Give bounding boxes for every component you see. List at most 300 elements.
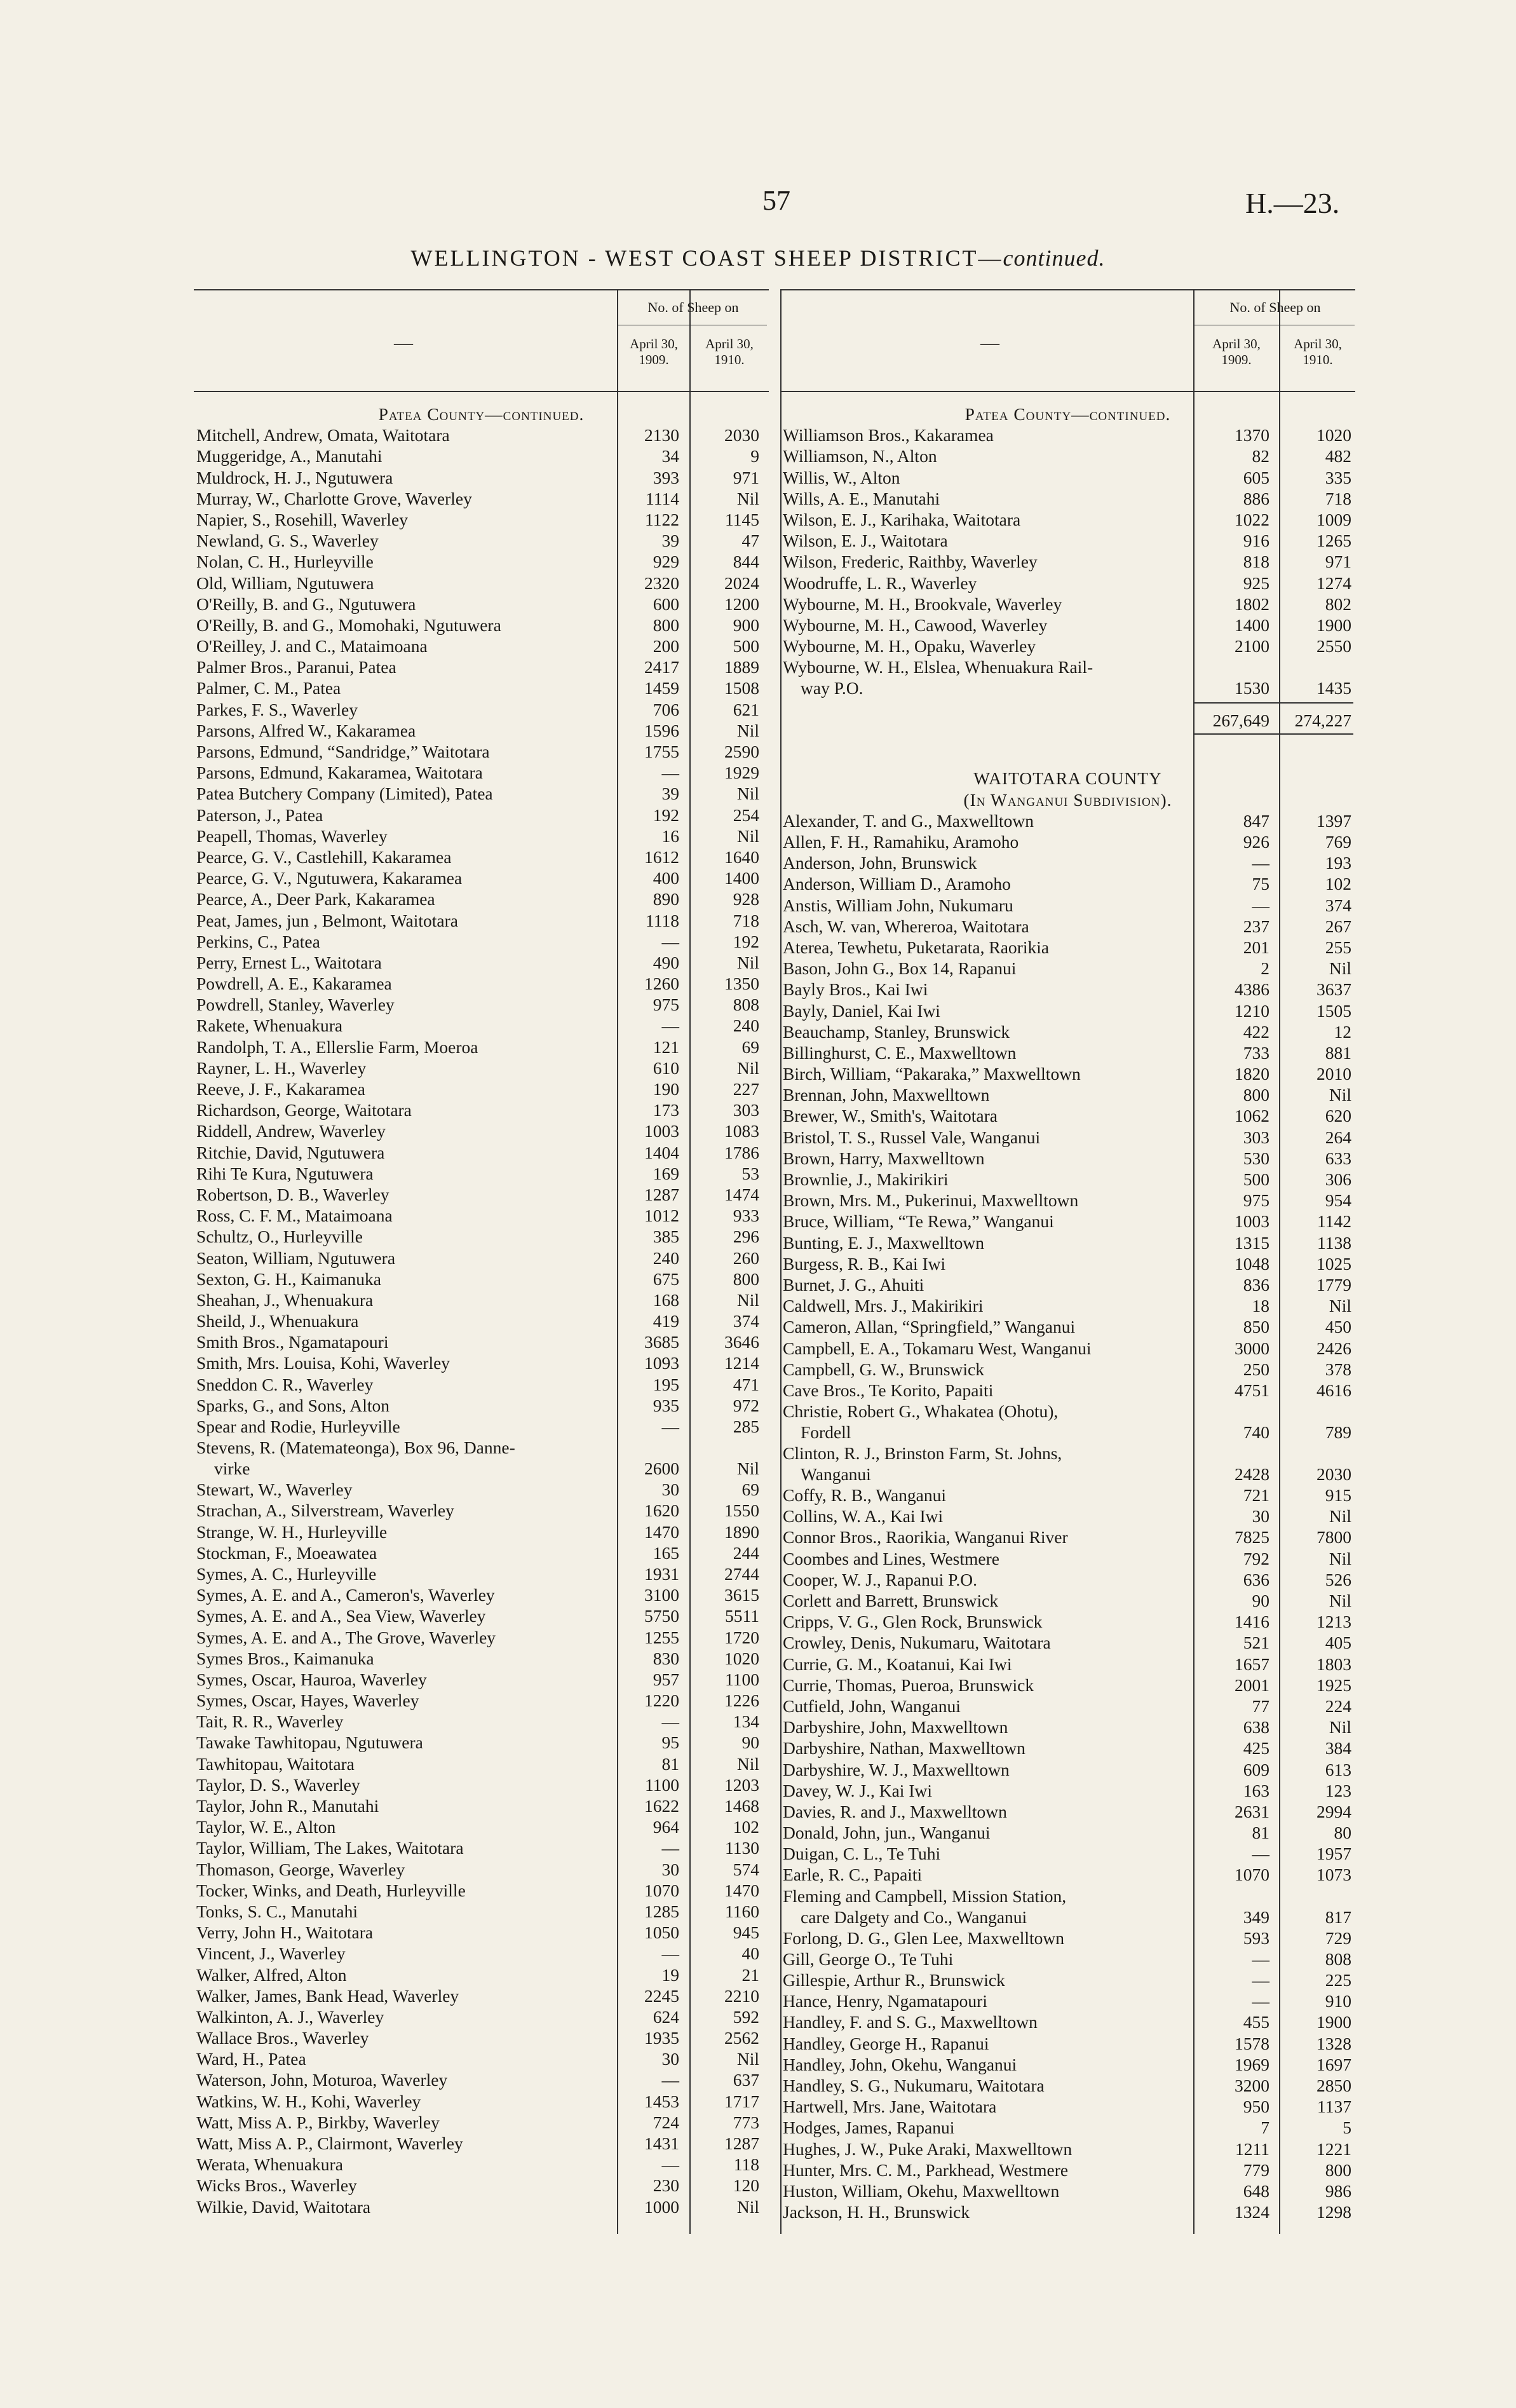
table-row <box>194 2091 769 2112</box>
sheep-1909: 886 <box>1243 488 1269 508</box>
sheep-1910: 1138 <box>1317 1232 1351 1253</box>
table-row <box>780 2033 1355 2054</box>
sheep-1909: 1596 <box>644 720 679 740</box>
holder-name <box>196 1352 450 1373</box>
sheep-1909: 163 <box>1243 1780 1269 1800</box>
table-row <box>780 1654 1355 1675</box>
sheep-1909: 1802 <box>1235 594 1269 614</box>
holder-name-text: Handley, S. G., Nukumaru, Waitotara <box>783 2075 1045 2095</box>
sheep-1910: 2562 <box>724 2028 759 2048</box>
holder-name <box>783 1105 998 1126</box>
total-rule-bottom <box>780 727 1355 735</box>
table-row <box>780 1042 1355 1063</box>
holder-name-text: Wybourne, W. H., Elslea, Whenuakura Rail- <box>783 657 1093 677</box>
table-row <box>194 1142 769 1163</box>
holder-name <box>196 1753 355 1774</box>
holder-name-text: Handley, George H., Rapanui <box>783 2033 989 2053</box>
holder-name-text: Wilson, E. J., Waitotara <box>783 531 948 551</box>
sheep-1910: 986 <box>1325 2180 1351 2201</box>
holder-name-continuation: care Dalgety and Co., Wanganui <box>801 1907 1027 1927</box>
holder-name-text: Jackson, H. H., Brunswick <box>783 2202 970 2222</box>
sheep-1909: 1122 <box>645 509 679 529</box>
table-row <box>194 1753 769 1774</box>
holder-name <box>783 2054 1017 2075</box>
table-row <box>780 1548 1355 1569</box>
table-row <box>780 916 1355 937</box>
table-row <box>194 2048 769 2069</box>
sheep-1910: 120 <box>733 2175 759 2196</box>
holder-name <box>196 1690 419 1711</box>
holder-name <box>783 2033 989 2054</box>
sheep-1910: 633 <box>1325 1148 1351 1168</box>
holder-name <box>196 1078 365 1099</box>
table-row <box>194 1985 769 2006</box>
sheep-1909: 721 <box>1243 1485 1269 1506</box>
holder-name <box>196 1985 459 2006</box>
table-row <box>194 1500 769 1521</box>
sheep-1909: 1755 <box>644 742 679 761</box>
sheep-1909: 2100 <box>1235 636 1269 656</box>
sheep-1909: 1324 <box>1235 2202 1269 2222</box>
sheep-1910: 773 <box>733 2112 759 2132</box>
table-row <box>780 1569 1355 1590</box>
sheep-1910: 335 <box>1325 467 1351 487</box>
sheep-1909: 455 <box>1243 2012 1269 2032</box>
sheep-1909: — <box>661 1711 679 1732</box>
sheep-1909: 593 <box>1243 1928 1269 1948</box>
holder-name-text: Allen, F. H., Ramahiku, Aramoho <box>783 832 1019 852</box>
holder-name-text: Pearce, A., Deer Park, Kakaramea <box>196 889 435 909</box>
holder-name <box>783 831 1019 852</box>
sheep-1910: Nil <box>736 1289 759 1310</box>
table-row <box>780 594 1355 615</box>
sheep-1910: 123 <box>1325 1780 1351 1800</box>
sheep-1910: 1889 <box>724 657 759 677</box>
left-rows <box>194 404 769 2217</box>
sheep-1909: 847 <box>1243 810 1269 831</box>
holder-name <box>196 783 493 804</box>
sheep-1909: 836 <box>1243 1274 1269 1295</box>
table-row <box>780 831 1355 852</box>
holder-name <box>196 1015 342 1036</box>
table-row <box>194 446 769 466</box>
sheep-1910: 1957 <box>1316 1844 1351 1864</box>
sheep-1910: 718 <box>733 910 759 930</box>
holder-name <box>196 1099 412 1120</box>
holder-name-text: Spear and Rodie, Hurleyville <box>196 1417 400 1436</box>
holder-name-text: Symes, A. E. and A., The Grove, Waverley <box>196 1627 496 1647</box>
sheep-1910: Nil <box>1329 1591 1351 1610</box>
sheep-1910: 637 <box>733 2070 759 2090</box>
holder-name-text: Hughes, J. W., Puke Araki, Maxwelltown <box>783 2139 1073 2159</box>
sheep-1909: 521 <box>1243 1633 1269 1653</box>
sheep-1910: 1890 <box>724 1521 759 1542</box>
holder-name-text: Parsons, Edmund, “Sandridge,” Waitotara <box>196 742 490 761</box>
sheep-1910: 971 <box>733 467 759 487</box>
sheep-1910: 69 <box>741 1037 759 1057</box>
holder-name-text: Vincent, J., Waverley <box>196 1943 346 1964</box>
holder-name <box>196 1205 393 1226</box>
holder-name-text: Hartwell, Mrs. Jane, Waitotara <box>783 2097 997 2117</box>
table-row <box>780 873 1355 894</box>
sheep-1909: — <box>1252 853 1269 873</box>
table-row <box>780 1295 1355 1316</box>
sheep-1910: 1200 <box>724 594 759 614</box>
sheep-1910: 405 <box>1325 1633 1351 1653</box>
table-row <box>780 852 1355 873</box>
holder-name <box>196 2133 463 2154</box>
sheep-1909: 2600 <box>644 1459 679 1479</box>
holder-name-text: Pearce, G. V., Ngutuwera, Kakaramea <box>196 868 463 888</box>
holder-name-text: Waterson, John, Moturoa, Waverley <box>196 2070 448 2090</box>
table-row <box>780 1717 1355 1738</box>
right-rows <box>780 404 1355 2222</box>
holder-name <box>783 1949 953 1969</box>
sheep-1910: 2850 <box>1316 2075 1351 2095</box>
holder-name <box>783 1380 993 1401</box>
sheep-1910: 47 <box>741 531 759 551</box>
holder-name-text: Tonks, S. C., Manutahi <box>196 1901 358 1921</box>
holder-name-text: Napier, S., Rosehill, Waverley <box>196 509 408 529</box>
table-row <box>194 1205 769 1226</box>
sheep-1910: 1779 <box>1316 1274 1351 1295</box>
sheep-1909: 1820 <box>1235 1064 1269 1084</box>
holder-name-text: Davey, W. J., Kai Iwi <box>783 1780 932 1800</box>
sheep-1910: 1435 <box>1316 678 1351 698</box>
sheep-1909: — <box>661 1016 679 1036</box>
holder-name-text: Forlong, D. G., Glen Lee, Maxwelltown <box>783 1928 1064 1948</box>
holder-name-text: Verry, John H., Waitotara <box>196 1922 374 1943</box>
sheep-1910: 1287 <box>724 2133 759 2153</box>
sheep-1910: 2024 <box>724 573 759 593</box>
left-header-1909: April 30, 1909. <box>630 336 678 367</box>
holder-name <box>196 1037 478 1058</box>
sheep-1910: 620 <box>1325 1106 1351 1126</box>
holder-name-text: Connor Bros., Raorikia, Wanganui River <box>783 1527 1068 1548</box>
holder-name <box>783 916 1029 937</box>
holder-name-text: Bunting, E. J., Maxwelltown <box>783 1232 985 1253</box>
holder-name <box>196 446 382 466</box>
sheep-1909: 1062 <box>1235 1106 1269 1126</box>
sheep-1909: 926 <box>1243 832 1269 852</box>
table-row <box>194 994 769 1015</box>
holder-name-text: Bason, John G., Box 14, Rapanui <box>783 958 1017 979</box>
holder-name <box>196 1184 389 1205</box>
sheep-1910: 1100 <box>725 1669 759 1689</box>
table-row <box>194 1184 769 1205</box>
table-row <box>194 783 769 804</box>
holder-name-text: Stewart, W., Waverley <box>196 1479 353 1500</box>
sheep-1910: 526 <box>1325 1569 1351 1589</box>
sheep-1910: 1786 <box>724 1142 759 1162</box>
holder-name <box>783 656 1093 698</box>
sheep-1909: 1003 <box>1235 1211 1269 1232</box>
holder-name-text: Walkinton, A. J., Waverley <box>196 2006 384 2027</box>
holder-name <box>196 2196 370 2217</box>
holder-name-text: Billinghurst, C. E., Maxwelltown <box>783 1042 1017 1063</box>
holder-name-text: Cutfield, John, Wanganui <box>783 1696 961 1716</box>
holder-name-text: Taylor, W. E., Alton <box>196 1817 336 1837</box>
holder-name-text: Anderson, John, Brunswick <box>783 853 977 873</box>
holder-name-text: Parkes, F. S., Waverley <box>196 699 358 719</box>
table-row <box>194 1922 769 1943</box>
table-row <box>194 488 769 509</box>
sheep-1909: 706 <box>653 699 679 719</box>
holder-name-text: Willis, W., Alton <box>783 467 900 487</box>
table-row <box>780 656 1355 698</box>
holder-name-text: Handley, John, Okehu, Wanganui <box>783 2054 1017 2074</box>
table-row <box>780 636 1355 656</box>
table-row <box>194 1605 769 1626</box>
holder-name-text: Parsons, Edmund, Kakaramea, Waitotara <box>196 763 483 783</box>
holder-name-text: Symes, A. C., Hurleyville <box>196 1563 377 1584</box>
sheep-1909: 1657 <box>1235 1654 1269 1674</box>
table-row <box>194 467 769 488</box>
right-section-title <box>780 404 1355 425</box>
sheep-1909: 3685 <box>644 1332 679 1352</box>
table-row <box>780 1000 1355 1021</box>
holder-name <box>196 425 450 446</box>
left-header-1910: April 30, 1910. <box>705 336 754 367</box>
holder-name <box>196 931 320 952</box>
sheep-1909: 393 <box>653 467 679 487</box>
sheep-1909: 2417 <box>644 657 679 677</box>
district-title-main: WELLINGTON - WEST COAST SHEEP DISTRICT— <box>410 245 1003 271</box>
holder-name <box>783 852 977 873</box>
holder-name-text: Sheild, J., Whenuakura <box>196 1311 359 1331</box>
sheep-1909: 818 <box>1243 552 1269 572</box>
holder-name <box>783 1295 983 1316</box>
holder-name <box>783 1527 1068 1548</box>
table-row <box>194 741 769 762</box>
sheep-1909: 77 <box>1252 1696 1269 1716</box>
sheep-1909: 2631 <box>1235 1801 1269 1821</box>
table-row <box>780 1738 1355 1758</box>
sheep-1909: — <box>1252 1991 1269 2011</box>
holder-name-text: Brown, Harry, Maxwelltown <box>783 1148 985 1168</box>
holder-name <box>783 1886 1066 1928</box>
table-row <box>194 1310 769 1331</box>
holder-name <box>196 1226 363 1247</box>
holder-name <box>783 509 1020 530</box>
table-row <box>780 1990 1355 2011</box>
holder-name <box>196 1120 386 1141</box>
holder-name <box>783 937 1049 958</box>
holder-name <box>196 1395 389 1416</box>
sheep-1910: Nil <box>1329 1548 1351 1568</box>
sheep-1909: — <box>661 2154 679 2175</box>
sheep-1910: 2030 <box>724 425 759 446</box>
table-row <box>194 1058 769 1078</box>
holder-name-text: Ross, C. F. M., Mataimoana <box>196 1206 393 1226</box>
holder-name-text: Robertson, D. B., Waverley <box>196 1184 389 1204</box>
table-row <box>194 699 769 720</box>
sheep-1909: 779 <box>1243 2160 1269 2180</box>
sheep-1910: 500 <box>733 636 759 656</box>
holder-name <box>783 1401 1058 1443</box>
holder-name-text: Wallace Bros., Waverley <box>196 2028 369 2048</box>
sheep-1909: 425 <box>1243 1738 1269 1758</box>
sheep-1909: 1114 <box>646 488 679 508</box>
sheep-1910: 2010 <box>1316 1064 1351 1084</box>
total-1910: 274,227 <box>1294 711 1351 731</box>
holder-name <box>783 873 1011 894</box>
sheep-1909: 16 <box>661 826 679 846</box>
holder-name <box>783 1759 1010 1780</box>
holder-name-text: Bayly Bros., Kai Iwi <box>783 979 928 1000</box>
sheep-1909: 1093 <box>644 1353 679 1373</box>
holder-name <box>196 1859 405 1880</box>
holder-name <box>196 1416 400 1437</box>
sheep-1909: 19 <box>661 1964 679 1985</box>
sheep-1910: 53 <box>741 1163 759 1183</box>
holder-name <box>783 1148 984 1169</box>
holder-name <box>783 2096 996 2117</box>
sheep-1909: 1255 <box>644 1627 679 1647</box>
sheep-1909: 3200 <box>1235 2075 1269 2095</box>
holder-name <box>196 1289 373 1310</box>
sheep-1910: 1142 <box>1317 1211 1351 1232</box>
sheep-1909: 648 <box>1243 2180 1269 2201</box>
sheep-1909: 201 <box>1243 937 1269 957</box>
holder-name-text: Darbyshire, John, Maxwelltown <box>783 1717 1008 1738</box>
holder-name <box>783 1084 989 1105</box>
holder-name <box>783 1253 945 1274</box>
right-header-group: No. of Sheep on <box>1229 299 1321 315</box>
sheep-1909: 675 <box>653 1269 679 1289</box>
sheep-1909: 168 <box>653 1289 679 1310</box>
holder-name-text: Bruce, William, “Te Rewa,” Wanganui <box>783 1211 1054 1232</box>
sheep-1910: 1298 <box>1316 2202 1351 2222</box>
table-row <box>194 1289 769 1310</box>
holder-name-text: O'Reilley, J. and C., Mataimoana <box>196 636 428 656</box>
holder-name <box>783 1654 1012 1675</box>
holder-name <box>783 1928 1064 1949</box>
holder-name <box>196 573 374 594</box>
holder-name <box>783 1021 1010 1042</box>
holder-name-text: Bristol, T. S., Russel Vale, Wanganui <box>783 1127 1041 1147</box>
table-row <box>780 1969 1355 1990</box>
table-row <box>780 1274 1355 1295</box>
sheep-1909: 500 <box>1243 1169 1269 1189</box>
sheep-1909: 1400 <box>1235 615 1269 635</box>
sheep-1910: 1468 <box>724 1796 759 1816</box>
sheep-1909: 237 <box>1243 916 1269 936</box>
sheep-1909: — <box>1252 1970 1269 1990</box>
holder-name <box>196 2154 343 2175</box>
table-row <box>780 979 1355 1000</box>
holder-name-text: Handley, F. and S. G., Maxwelltown <box>783 2012 1038 2032</box>
sheep-1909: 75 <box>1252 874 1269 894</box>
sheep-1910: 40 <box>741 1943 759 1964</box>
sheep-1910: 1145 <box>725 509 759 529</box>
table-row <box>780 1590 1355 1611</box>
table-row <box>780 2160 1355 2180</box>
sheep-1909: — <box>661 763 679 783</box>
right-header-1910: April 30, 1910. <box>1294 336 1342 367</box>
sheep-1909: 724 <box>653 2112 679 2132</box>
sheep-1910: 613 <box>1325 1759 1351 1779</box>
sheep-1910: 1900 <box>1316 2012 1351 2032</box>
holder-name-text: Randolph, T. A., Ellerslie Farm, Moeroa <box>196 1037 478 1057</box>
holder-name-text: Cave Bros., Te Korito, Papaiti <box>783 1380 994 1400</box>
holder-name-text: Paterson, J., Patea <box>196 805 323 825</box>
sheep-1910: 240 <box>733 1016 759 1036</box>
table-row <box>194 867 769 888</box>
sheep-1910: 933 <box>733 1206 759 1226</box>
sheep-1910: 800 <box>1325 2160 1351 2180</box>
sheep-1909: 1070 <box>1235 1865 1269 1885</box>
holder-name-text: O'Reilly, B. and G., Momohaki, Ngutuwera <box>196 615 501 635</box>
sheep-1910: 192 <box>733 931 759 951</box>
table-row <box>194 1015 769 1036</box>
holder-name-text: Rihi Te Kura, Ngutuwera <box>196 1163 374 1183</box>
holder-name <box>196 1837 464 1858</box>
sheep-1909: 30 <box>1252 1506 1269 1527</box>
holder-name <box>783 551 1038 572</box>
sheep-1909: 1000 <box>644 2196 679 2217</box>
holder-name-text: Earle, R. C., Papaiti <box>783 1865 923 1885</box>
holder-name <box>196 847 451 867</box>
holder-name <box>196 1922 373 1943</box>
holder-name <box>783 810 1034 831</box>
sheep-1909: 1003 <box>644 1121 679 1141</box>
holder-name <box>196 867 462 888</box>
table-row <box>194 636 769 656</box>
sheep-1909: 605 <box>1243 467 1269 487</box>
holder-name-text: Richardson, George, Waitotara <box>196 1100 412 1120</box>
sheep-1910: Nil <box>1329 1296 1351 1316</box>
holder-name <box>196 1374 373 1395</box>
sheep-1910: 1137 <box>1317 2097 1351 2117</box>
table-row <box>780 810 1355 831</box>
holder-name <box>783 1822 990 1843</box>
holder-name <box>196 762 483 783</box>
holder-name-text: Huston, William, Okehu, Maxwelltown <box>783 2180 1060 2201</box>
holder-name-text: Peat, James, jun , Belmont, Waitotara <box>196 910 458 930</box>
right-table <box>780 289 1355 2234</box>
sheep-1909: 800 <box>653 615 679 635</box>
table-row <box>780 1780 1355 1801</box>
table-row <box>194 1437 769 1479</box>
sheep-1909: 5750 <box>644 1606 679 1626</box>
holder-name-text: Palmer, C. M., Patea <box>196 678 341 698</box>
sheep-1910: 2210 <box>724 1985 759 2006</box>
holder-name <box>783 979 928 1000</box>
holder-name-text: Darbyshire, Nathan, Maxwelltown <box>783 1738 1025 1758</box>
holder-name-text: Hodges, James, Rapanui <box>783 2118 955 2138</box>
holder-name-text: Reeve, J. F., Kakaramea <box>196 1079 365 1099</box>
table-row <box>194 1078 769 1099</box>
sheep-1910: 12 <box>1334 1021 1351 1042</box>
sheep-1909: 916 <box>1243 531 1269 551</box>
sheep-1909: 609 <box>1243 1759 1269 1779</box>
table-row <box>780 573 1355 594</box>
holder-name-text: Wybourne, M. H., Brookvale, Waverley <box>783 594 1062 614</box>
holder-name <box>783 1169 948 1190</box>
table-row <box>194 1690 769 1711</box>
holder-name <box>196 910 458 931</box>
table-row <box>780 2139 1355 2160</box>
sheep-1910: 1925 <box>1316 1675 1351 1695</box>
sheep-1909: 1470 <box>644 1521 679 1542</box>
holder-name <box>783 1127 1040 1148</box>
left-header-dash: — <box>394 332 413 353</box>
sheep-1909: 935 <box>653 1395 679 1415</box>
sheep-1910: 2744 <box>724 1563 759 1584</box>
table-row <box>780 1443 1355 1485</box>
sheep-1909: 975 <box>653 995 679 1015</box>
